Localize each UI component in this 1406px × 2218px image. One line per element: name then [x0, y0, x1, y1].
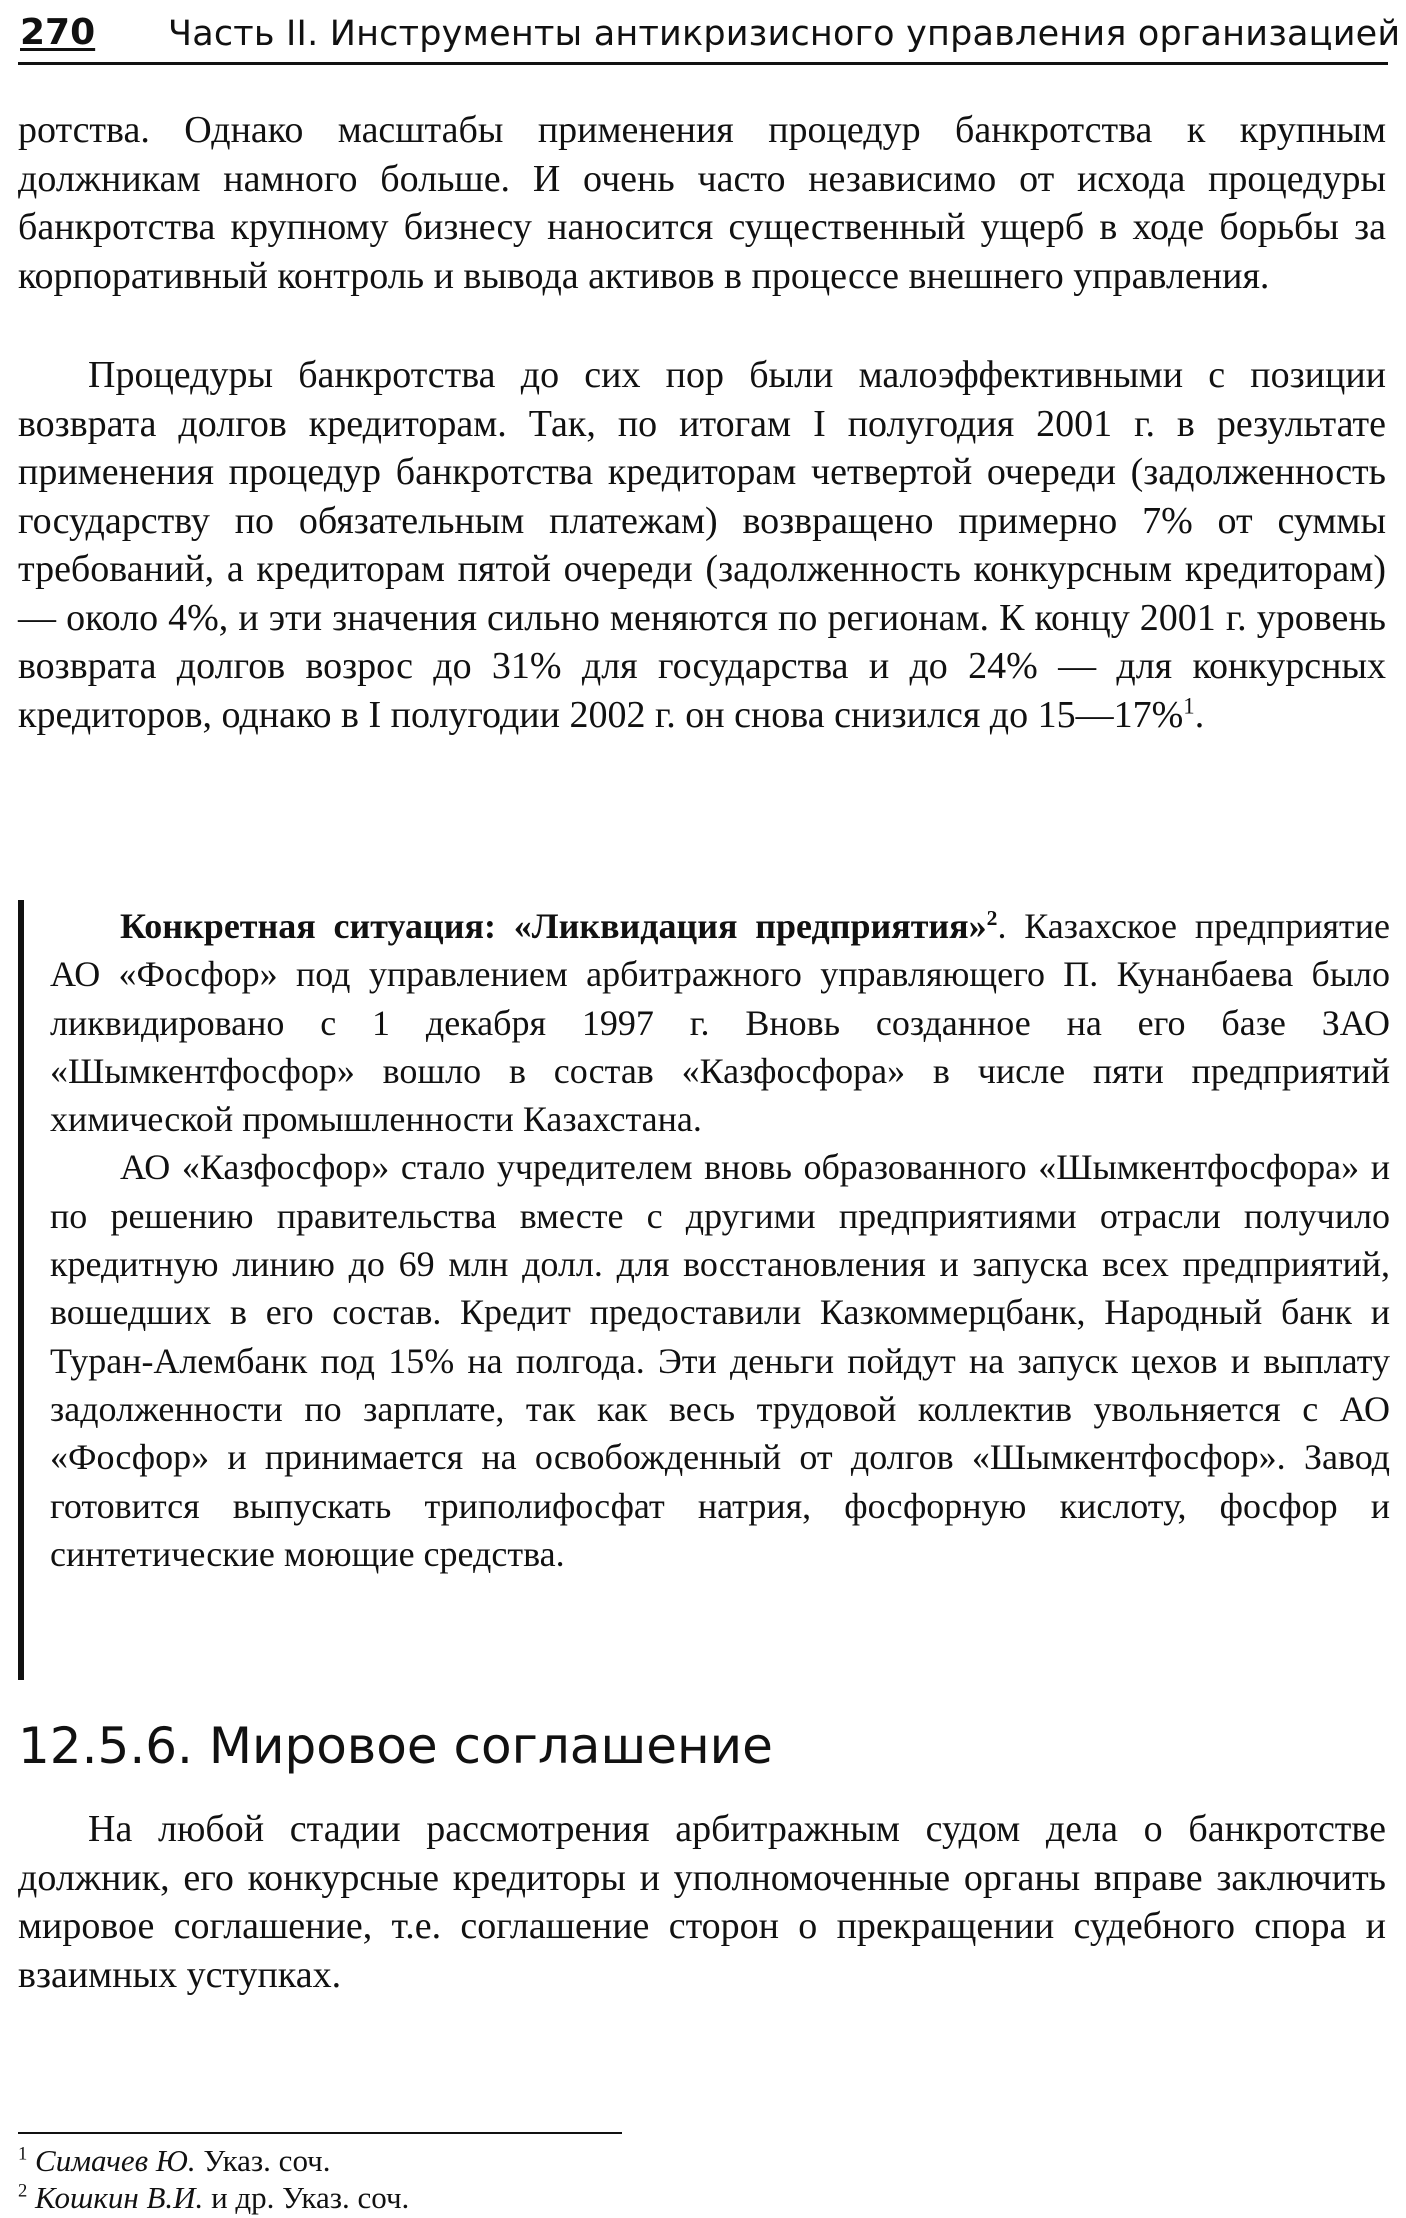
footnote-mark: 2	[18, 2180, 28, 2202]
footnotes	[18, 2142, 918, 2216]
paragraph-text: На любой стадии рассмотрения арбитражным судом дела о банкротстве должник, его конкурсные кредиторы и уполномоченные органы вправе заключить мировое соглашение, т.е. соглашение сторон о прекращении судебного спора и взаимных уступках.	[18, 1808, 1386, 1996]
case-study-first-text: Казахское предприятие АО «Фосфор» под управлением арбитражного управляющего П. Кунанбаева было ликвидировано с 1 декабря 1997 г. Вновь созданное на его базе ЗАО «Шымкентфосфор» вошло в состав «Казфосфора» в числе пяти предприятий химической промышленности Казахстана.	[50, 906, 1390, 1140]
footnote-mark: 1	[18, 2143, 28, 2165]
footnote-2	[18, 2179, 918, 2216]
case-study-box	[18, 900, 1392, 1680]
case-study-heading-text: Конкретная ситуация: «Ликвидация предприятия»	[120, 906, 987, 946]
case-study-paragraph-2: АО «Казфосфор» стало учредителем вновь образованного «Шымкентфосфора» и по решению правительства вместе с другими предприятиями отрасли получило кредитную линию до 69 млн долл. для восстановления и запуска всех предприятий, вошедших в его состав. Кредит предоставили Казкоммерцбанк, Народный банк и Туран-Алембанк под 15% на полгода. Эти деньги пойдут на запуск цехов и выплату задолженности по зарплате, так как весь трудовой коллектив увольняется с АО «Фосфор» и принимается на освобожденный от долгов «Шымкентфосфор». Завод готовится выпускать триполифосфат натрия, фосфорную кислоту, фосфор и синтетические моющие средства.	[50, 1147, 1390, 1574]
footnote-text: Указ. соч.	[195, 2143, 331, 2178]
paragraph-text-run: Процедуры банкротства до сих пор были малоэффективными с позиции возврата долгов кредиторам. Так, по итогам I полугодия 2001 г. в результате применения процедур банкротства кредиторам четвертой очереди (задолженность государству по обязательным платежам) возвращено примерно 7% от суммы требований, а кредиторам пятой очереди (задолженность конкурсным кредиторам) — около 4%, и эти значения сильно меняются по регионам. К концу 2001 г. уровень возврата долгов возрос до 31% для государства и до 24% — для конкурсных кредиторов, однако в I полугодии 2002 г. он снова снизился до 15—17%	[18, 354, 1386, 736]
paragraph-text: ротства. Однако масштабы применения процедур банкротства к крупным должникам намного больше. И очень часто независимо от исхода процедуры банкротства крупному бизнесу наносится существенный ущерб в ходе борьбы за корпоративный контроль и вывода активов в процессе внешнего управления.	[18, 109, 1386, 297]
case-study-heading-end: .	[997, 906, 1007, 946]
section-heading: 12.5.6. Мировое соглашение	[18, 1717, 773, 1775]
footnote-author: Симачев Ю.	[35, 2143, 196, 2178]
case-study-paragraph-1	[50, 902, 1390, 1143]
footnote-author: Кошкин В.И.	[35, 2180, 204, 2215]
page-number: 270	[20, 12, 96, 53]
running-head	[18, 6, 1401, 65]
footnote-ref-2: 2	[986, 906, 998, 930]
body-paragraph-1	[18, 106, 1386, 300]
paragraph-text	[18, 351, 1386, 739]
paragraph-end: .	[1194, 693, 1205, 736]
footnote-1	[18, 2142, 918, 2179]
footnote-text: и др. Указ. соч.	[203, 2180, 410, 2215]
footnote-divider	[18, 2132, 622, 2134]
case-study-text	[50, 902, 1390, 1578]
body-paragraph-2	[18, 351, 1386, 739]
case-study-heading	[120, 906, 997, 946]
section-paragraph	[18, 1805, 1386, 1999]
running-title: Часть II. Инструменты антикризисного управления организацией	[168, 14, 1401, 54]
footnote-ref-1: 1	[1183, 692, 1195, 718]
